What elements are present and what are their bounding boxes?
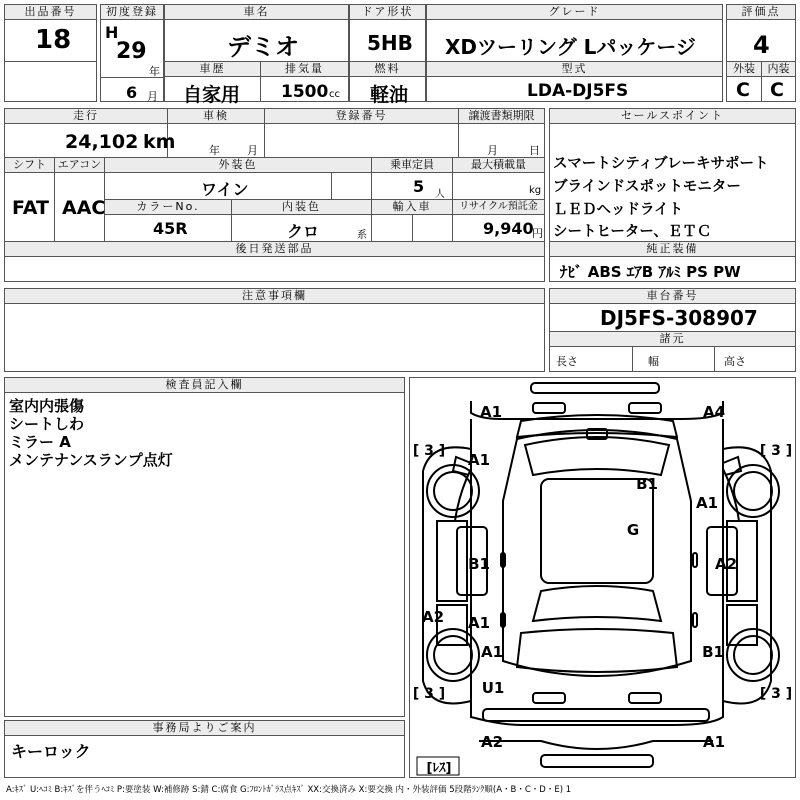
interior-header: 内装: [762, 62, 795, 77]
damage-mark: A1: [695, 494, 719, 512]
exterior-grade: C: [736, 79, 750, 101]
cc-unit: cc: [329, 89, 340, 100]
exterior-color-header: 外装色: [105, 158, 371, 173]
interior-grade: C: [770, 79, 784, 101]
displacement-header: 排気量: [261, 62, 348, 77]
damage-marks-layer: [422, 403, 737, 751]
exterior-header: 外装: [727, 62, 761, 77]
damage-mark: G: [626, 521, 640, 539]
inspector-line: メンテナンスランプ点灯: [9, 451, 173, 469]
lot-number-value: 18: [35, 25, 72, 55]
spec-length-label: 長さ: [556, 355, 578, 368]
score-header: 評価点: [727, 5, 795, 20]
door-type-cell: [349, 4, 426, 106]
car-name-value: デミオ: [227, 33, 299, 61]
fuel-value: 軽油: [370, 84, 409, 106]
car-name-header: 車名: [165, 5, 348, 20]
grade-value: XDツーリング Lパッケージ: [445, 35, 696, 59]
office-text: キーロック: [11, 742, 91, 761]
score-cell: [726, 4, 796, 102]
damage-mark: A1: [467, 451, 491, 469]
damage-mark: A1: [479, 403, 503, 421]
chassis-number-header: 車台番号: [550, 289, 795, 304]
registration-month: 6: [126, 83, 138, 102]
ac-header: エアコン: [55, 158, 104, 173]
damage-mark: A1: [467, 614, 491, 632]
tire-tread-front-right: [ 3 ]: [759, 443, 793, 459]
sales-point-item: スマートシティブレーキサポート: [553, 156, 769, 172]
damage-mark: A2: [421, 608, 445, 626]
sales-point-item: ＬＥＤヘッドライト: [553, 202, 684, 218]
sales-point-item: ブラインドスポットモニター: [553, 179, 741, 195]
month-unit: 月: [147, 90, 158, 103]
transfer-day-unit: 日: [529, 144, 540, 157]
damage-mark: B1: [468, 555, 490, 573]
interior-color-header: 内装色: [232, 200, 371, 215]
tire-tread-rear-left: [ 3 ]: [412, 686, 446, 702]
displacement-value: 1500: [281, 82, 329, 102]
door-type-header: ドア形状: [350, 5, 425, 20]
sales-points-header: セールスポイント: [550, 109, 795, 124]
shift-value: FAT: [12, 197, 49, 219]
ac-value: AAC: [62, 197, 106, 219]
recycle-deposit-header: リサイクル預託金: [453, 200, 544, 215]
load-unit: kg: [529, 185, 542, 196]
interior-color-unit: 系: [357, 230, 367, 241]
notes-header: 注意事項欄: [5, 289, 544, 304]
transfer-month-unit: 月: [487, 144, 498, 157]
year-unit: 年: [149, 65, 160, 78]
first-registration-header: 初度登録: [101, 5, 163, 20]
damage-mark: A1: [702, 733, 726, 751]
exterior-color-value: ワイン: [201, 180, 249, 199]
fuel-header: 燃料: [350, 62, 425, 77]
tire-tread-rear-right: [ 3 ]: [759, 686, 793, 702]
recycle-unit: 円: [532, 227, 543, 240]
history-value: 自家用: [183, 84, 241, 106]
capacity-value: 5: [413, 177, 425, 196]
mid-left-block: [4, 108, 545, 282]
shift-header: シフト: [5, 158, 54, 173]
tire-tread-front-left: [ 3 ]: [412, 443, 446, 459]
damage-mark: B1: [702, 643, 724, 661]
office-header: 事務局よりご案内: [5, 721, 404, 736]
sales-points-box: [549, 108, 796, 282]
inspector-line: シートしわ: [9, 415, 85, 433]
recycle-deposit-value: 9,940: [483, 219, 534, 238]
import-header: 輸入車: [372, 200, 452, 215]
specs-header: 諸元: [550, 332, 795, 347]
inspector-header: 検査員記入欄: [5, 378, 404, 393]
spec-width-label: 幅: [648, 355, 659, 368]
model-header: 型式: [427, 62, 722, 77]
mileage-value: 24,102: [65, 131, 139, 153]
car-diagram-box: [409, 377, 796, 778]
inspector-line: 室内内張傷: [9, 397, 85, 415]
damage-mark: A2: [714, 555, 738, 573]
notes-box: [4, 288, 545, 372]
damage-mark: A1: [480, 643, 504, 661]
equipment-header: 純正装備: [550, 242, 795, 257]
grade-cell: [426, 4, 723, 102]
grade-header: グレード: [427, 5, 722, 20]
model-value: LDA-DJ5FS: [527, 81, 629, 101]
interior-color-value: クロ: [287, 222, 320, 241]
transfer-deadline-header: 譲渡書類期限: [459, 109, 544, 124]
car-diagram: [410, 378, 795, 777]
damage-mark: A4: [702, 403, 726, 421]
color-number-header: カラーNo.: [105, 200, 231, 215]
inspection-year-unit: 年: [209, 144, 220, 157]
lot-number-header: 出品番号: [5, 5, 96, 20]
inspector-box: [4, 377, 405, 717]
inspector-line: ミラー A: [9, 433, 71, 451]
car-name-cell: [164, 4, 349, 106]
legend-text: A:ｷｽﾞ U:ﾍｺﾐ B:ｷｽﾞを伴うﾍｺﾐ P:要塗装 W:補修跡 S:錆 C:腐食 G:ﾌﾛﾝﾄｶﾞﾗｽ点ｷｽﾞ XX:交換済み X:要交換 内・外装評価 5段階ﾗﾝｸ順(A・B・C・D・E) 1: [6, 785, 572, 795]
lot-number-cell: [4, 4, 97, 102]
capacity-header: 乗車定員: [372, 158, 452, 173]
first-registration-cell: [100, 4, 164, 102]
max-load-header: 最大積載量: [453, 158, 544, 173]
chassis-number-value: DJ5FS-308907: [600, 306, 758, 330]
door-type-value: 5HB: [367, 31, 413, 55]
chassis-box: [549, 288, 796, 372]
later-shipping-parts-header: 後日発送部品: [5, 242, 544, 257]
registration-year: 29: [116, 39, 147, 64]
sales-point-item: シートヒーター、ＥＴＣ: [553, 224, 712, 240]
km-unit: km: [143, 131, 176, 153]
score-value: 4: [753, 31, 770, 59]
registration-no-header: 登録番号: [265, 109, 458, 124]
color-number-value: 45R: [153, 219, 188, 238]
spec-height-label: 高さ: [724, 355, 746, 368]
era-value: H: [105, 23, 119, 42]
capacity-unit: 人: [435, 189, 445, 200]
office-box: [4, 720, 405, 778]
damage-mark: U1: [481, 679, 505, 697]
equipment-items: ﾅﾋﾞ ABS ｴｱB ｱﾙﾐ PS PW: [560, 263, 741, 281]
damage-mark: B1: [636, 475, 658, 493]
inspection-month-unit: 月: [247, 144, 258, 157]
mileage-header: 走行: [5, 109, 167, 124]
damage-mark: A2: [480, 733, 504, 751]
history-header: 車歴: [165, 62, 260, 77]
spare-tire-label: [ﾚｽ]: [426, 761, 452, 776]
inspection-header: 車検: [168, 109, 264, 124]
